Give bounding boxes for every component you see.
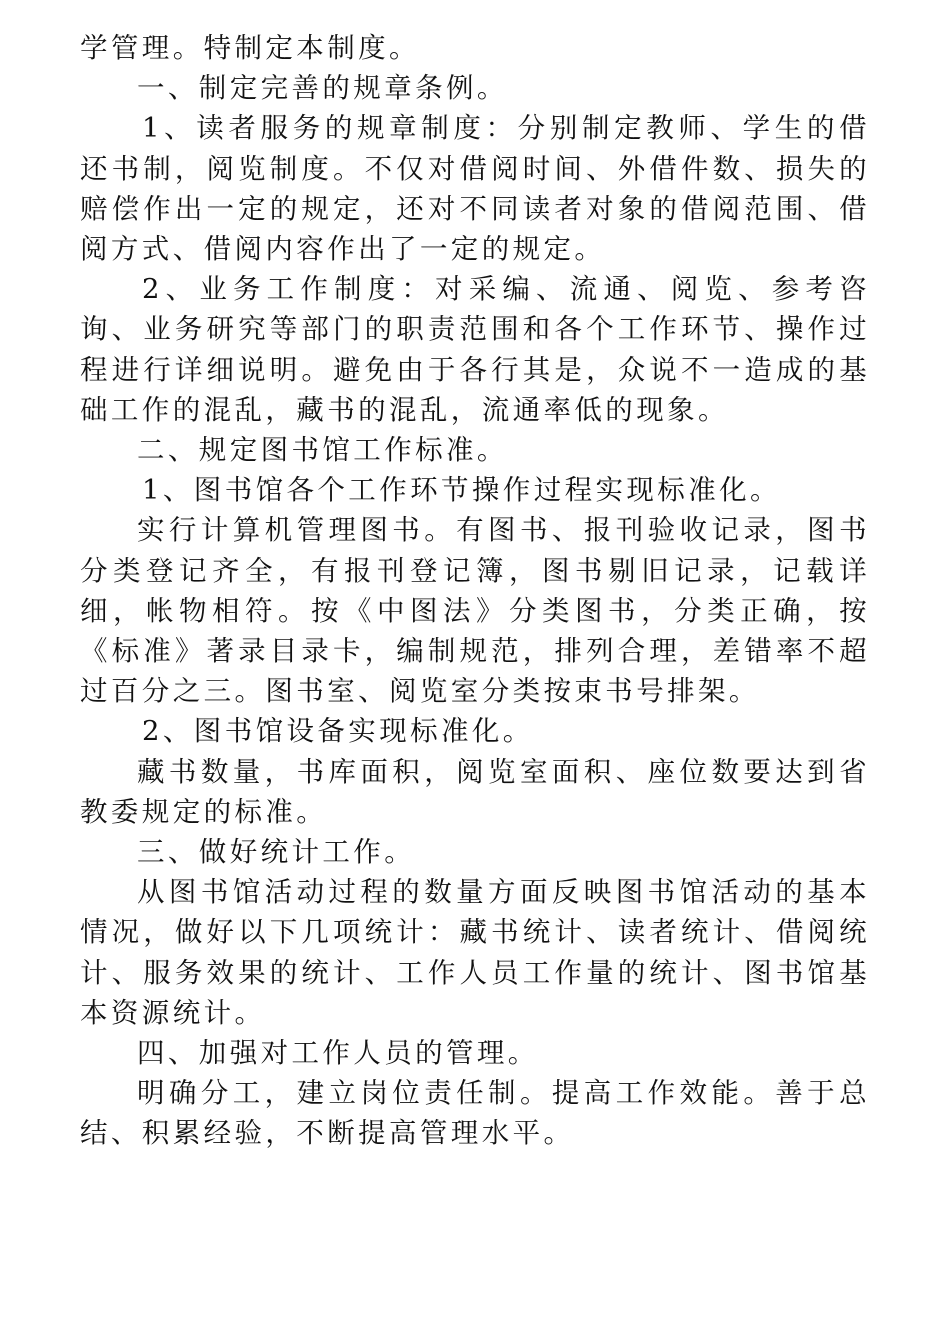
- paragraph-staff-management: 明确分工，建立岗位责任制。提高工作效能。善于总结、积累经验，不断提高管理水平。: [80, 1077, 870, 1150]
- subheading-process-standardization: 1、图书馆各个工作环节操作过程实现标准化。: [142, 474, 781, 507]
- section-heading-1: 一、制定完善的规章条例。: [137, 72, 508, 105]
- paragraph-statistics: 从图书馆活动过程的数量方面反映图书馆活动的基本情况，做好以下几项统计：藏书统计、读者统计、借阅统计、服务效果的统计、工作人员工作量的统计、图书馆基本资源统计。: [80, 876, 870, 1029]
- paragraph-collection-standards: 藏书数量，书库面积，阅览室面积、座位数要达到省教委规定的标准。: [80, 755, 870, 828]
- subheading-equipment-standardization: 2、图书馆设备实现标准化。: [142, 715, 534, 748]
- document-body: [80, 28, 870, 1154]
- paragraph-continuation: 学管理。特制定本制度。: [80, 32, 420, 64]
- paragraph-reader-service-rules: 1、读者服务的规章制度：分别制定教师、学生的借还书制，阅览制度。不仅对借阅时间、外借件数、损失的赔偿作出一定的规定，还对不同读者对象的借阅范围、借阅方式、借阅内容作出了一定的规定。: [80, 112, 870, 266]
- paragraph-work-rules: 2、业务工作制度：对采编、流通、阅览、参考咨询、业务研究等部门的职责范围和各个工作环节、操作过程进行详细说明。避免由于各行其是，众说不一造成的基础工作的混乱，藏书的混乱，流通率低的现象。: [80, 273, 870, 426]
- section-heading-4: 四、加强对工作人员的管理。: [137, 1037, 539, 1070]
- section-heading-3: 三、做好统计工作。: [137, 836, 416, 869]
- section-heading-2: 二、规定图书馆工作标准。: [137, 434, 508, 467]
- paragraph-computer-management: 实行计算机管理图书。有图书、报刊验收记录，图书分类登记齐全，有报刊登记簿，图书剔旧记录，记载详细，帐物相符。按《中图法》分类图书，分类正确，按《标准》著录目录卡，编制规范，排列合理，差错率不超过百分之三。图书室、阅览室分类按束书号排架。: [80, 514, 870, 708]
